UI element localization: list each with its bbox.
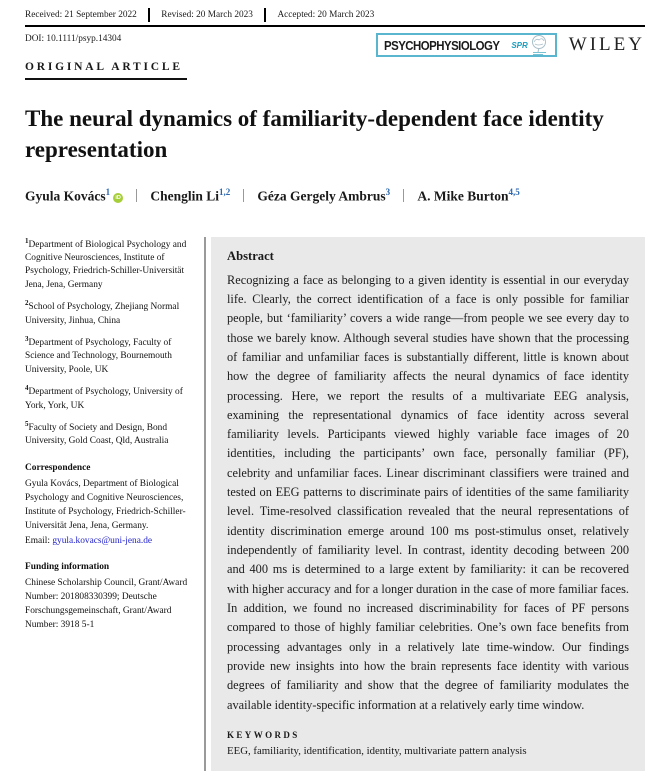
- author-affiliation-superscript: 1: [105, 187, 111, 198]
- accepted-date: Accepted: 20 March 2023: [277, 10, 375, 20]
- doi: DOI: 10.1111/psyp.14304: [25, 34, 122, 44]
- abstract-panel: [211, 237, 645, 771]
- affiliation: $^3$Department of Psychology, Faculty of Science and Technology, Bournemouth University, Poole, UK: [25, 334, 172, 375]
- author-list: [25, 187, 645, 205]
- journal-name: PSYCHOPHYSIOLOGY: [384, 37, 500, 53]
- author-separator: [136, 189, 137, 202]
- author-separator: [403, 189, 404, 202]
- funding-body: Chinese Scholarship Council, Grant/Award Number: 201808330399; Deutsche Forschungsgemeinschaft, Grant/Award Number: 3918 5-1: [25, 577, 188, 631]
- author: Gyula Kovács$^1$iD: [25, 187, 123, 205]
- abstract-text: Recognizing a face as belonging to a given identity is essential in our everyday life. Clearly, the correct identification of a face is only possible for familiar people, but ‘familiarity’ covers a wide range—from people we see every day to those we barely know. Although several studies have shown that the processing of familiar and unfamiliar faces is substantially different, little is known about how the degree of familiarity affects the neural dynamics of face identity processing. Here, we report the results of a multivariate EEG analysis, examining the representational dynamics of face identity across several familiarity levels. Participants viewed highly variable face images of 20 identities, including the participants’ own face, personally familiar (PF), celebrity and unfamiliar faces. Linear discriminant classifiers were trained and tested on EEG patterns to discriminate pairs of identities of the same familiarity level. Time-resolved classification revealed that the neural representations of identity discrimination emerge around 100 ms post-stimulus onset, relatively independently of familiarity level. In contrast, identity decoding between 200 and 400 ms is determined to a large extent by familiarity: it can be recovered with higher accuracy and for a longer duration in the case of more familiar faces. In addition, we found no increased discriminability for faces of PF persons compared to those of highly familiar celebrities. One’s own face benefits from processing advantages only in a relatively late time-window. Our findings provide new insights into how the brain represents face identity with various degrees of familiarity and show that the degree of familiarity modulates the available identity-specific information at a relatively early time window.: [227, 272, 629, 712]
- correspondence-heading: Correspondence: [25, 462, 91, 473]
- affiliation: $^1$Department of Biological Psychology and Cognitive Neurosciences, Institute of Psychology, Friedrich-Schiller-Universität Jena, Jena, Germany: [25, 236, 187, 290]
- author: Géza Gergely Ambrus$^3$: [257, 187, 391, 204]
- email-label: Email:: [25, 535, 53, 546]
- author-separator: [243, 189, 244, 202]
- revised-date: Revised: 20 March 2023: [161, 10, 253, 20]
- affiliation: $^2$School of Psychology, Zhejiang Normal University, Jinhua, China: [25, 299, 180, 326]
- spr-badge: SPR: [511, 34, 548, 56]
- meta-separator: [264, 8, 267, 22]
- article-type-label: ORIGINAL ARTICLE: [25, 61, 187, 80]
- journal-branding: [376, 33, 645, 57]
- meta-separator: [148, 8, 151, 22]
- author-affiliation-superscript: 3: [385, 187, 391, 198]
- article-body: [25, 237, 645, 771]
- left-sidebar: [25, 237, 197, 771]
- column-divider: [204, 237, 206, 771]
- correspondence-body: Gyula Kovács, Department of Biological Psychology and Cognitive Neurosciences, Institute of Psychology, Friedrich-Schiller-Universität Jena, Jena, Germany. Email: gyula.kovacs@uni-jena.de: [25, 479, 186, 546]
- author-affiliation-superscript: 4,5: [508, 187, 520, 198]
- spr-brain-icon: [529, 34, 549, 56]
- affiliation: $^4$Department of Psychology, University of York, York, UK: [25, 384, 183, 411]
- author: Chenglin Li$^{1,2}$: [150, 187, 231, 204]
- author: A. Mike Burton$^{4,5}$: [417, 187, 520, 204]
- keywords-text: EEG, familiarity, identification, identity, multivariate pattern analysis: [227, 744, 527, 757]
- affiliation: $^5$Faculty of Society and Design, Bond University, Gold Coast, Qld, Australia: [25, 419, 169, 447]
- received-date: Received: 21 September 2022: [25, 10, 137, 20]
- review-dates-bar: [25, 8, 645, 27]
- funding-heading: Funding information: [25, 561, 110, 572]
- abstract-heading: Abstract: [227, 248, 274, 263]
- author-affiliation-superscript: 1,2: [218, 187, 231, 198]
- journal-logo: [376, 33, 557, 57]
- publisher-logo: WILEY: [568, 34, 645, 55]
- orcid-icon[interactable]: iD: [113, 193, 123, 203]
- email-link[interactable]: gyula.kovacs@uni-jena.de: [52, 535, 153, 546]
- keywords-heading: KEYWORDS: [227, 729, 300, 740]
- article-title: The neural dynamics of familiarity-dependent face identity representation: [25, 106, 604, 162]
